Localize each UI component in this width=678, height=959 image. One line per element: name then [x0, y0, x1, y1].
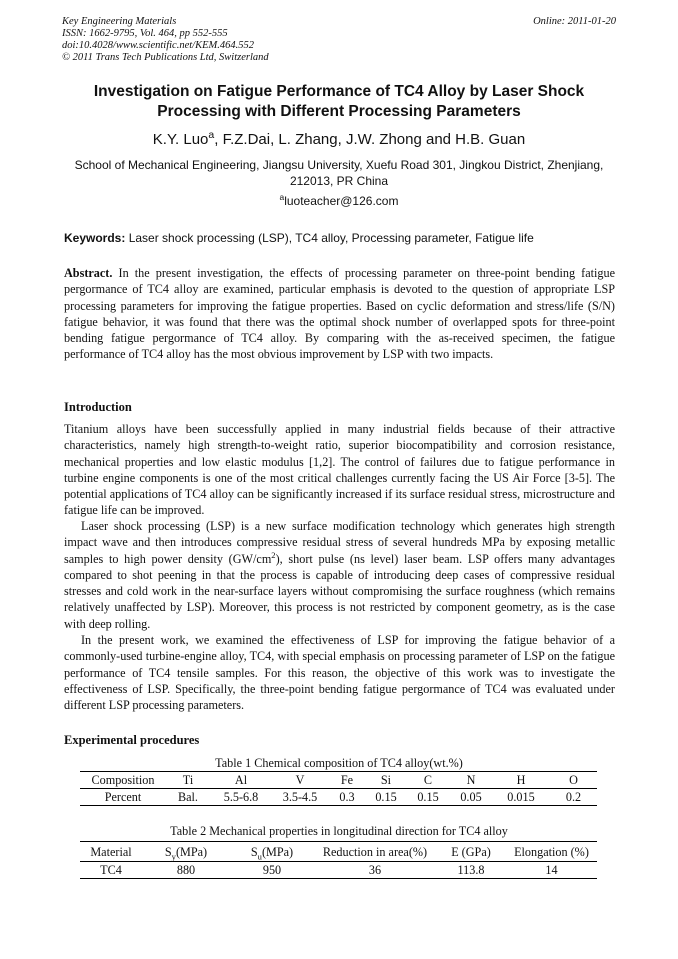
issn-line: ISSN: 1662-9795, Vol. 464, pp 552-555	[62, 28, 228, 39]
table2-cell: TC4	[80, 862, 142, 879]
table1-cell: 5.5-6.8	[210, 789, 272, 806]
intro-paragraph-1: Titanium alloys have been successfully applied in many industrial fields because of their attractive characteristics, namely high strength-to-weight ratio, superior biocompatibility and corrosion resistance, mechanical properties and low elastic modulus [1,2]. The control of failures due to fatigue performance in turbine engine components is one of the most critical challenges currently facing the US Air Force [3-5]. The potential applications of TC4 alloy can be significantly increased if its surface residual stress, microstructure and fatigue life can be improved.	[64, 422, 615, 518]
table2-header-cell: E (GPa)	[436, 842, 506, 862]
abstract-label: Abstract.	[64, 266, 113, 280]
table1-header-cell: V	[272, 772, 328, 789]
table1-cell: Percent	[80, 789, 166, 806]
table2-header-cell: Elongation (%)	[506, 842, 597, 862]
table1-header-cell: Si	[366, 772, 406, 789]
email-line	[62, 193, 616, 209]
table2-header-cell: Material	[80, 842, 142, 862]
table1-header-cell: O	[550, 772, 597, 789]
table2-header-row	[80, 842, 597, 862]
table1-header-cell: H	[492, 772, 550, 789]
table1-header-cell: Composition	[80, 772, 166, 789]
table1-header-row	[80, 772, 597, 789]
table2-cell: 36	[314, 862, 436, 879]
table2-cell: 14	[506, 862, 597, 879]
keywords-text: Laser shock processing (LSP), TC4 alloy, Processing parameter, Fatigue life	[125, 231, 534, 245]
table1-cell: 3.5-4.5	[272, 789, 328, 806]
table2-mechanical	[80, 841, 597, 879]
introduction-heading: Introduction	[64, 400, 132, 414]
intro-p2-sup: 2	[271, 549, 276, 560]
table1-header-cell: Ti	[166, 772, 210, 789]
keywords-label: Keywords:	[64, 231, 126, 245]
table2-header-cell: $S_u(MPa)$	[230, 842, 314, 862]
online-date: Online: 2011-01-20	[533, 16, 616, 27]
abstract	[64, 265, 615, 363]
table1-cell: 0.3	[328, 789, 366, 806]
journal-header	[62, 16, 616, 64]
table1-cell: 0.15	[406, 789, 450, 806]
table2-header-cell: $S_y(MPa)$	[142, 842, 230, 862]
table2-caption: Table 2 Mechanical properties in longitudinal direction for TC4 alloy	[170, 824, 508, 838]
keywords	[64, 230, 616, 246]
paper-title: Investigation on Fatigue Performance of TC4 Alloy by Laser Shock Processing with Different Processing Parameters	[93, 83, 585, 120]
table1-composition	[80, 771, 597, 806]
first-author: K.Y. Luo	[152, 131, 209, 148]
intro-paragraph-2	[64, 518, 615, 632]
table2-cell: 880	[142, 862, 230, 879]
table1-cell: Bal.	[166, 789, 210, 806]
email-sup: a	[279, 192, 285, 202]
table1-caption: Table 1 Chemical composition of TC4 alloy(wt.%)	[215, 756, 463, 770]
table2-cell: 113.8	[436, 862, 506, 879]
email-address[interactable]: luoteacher@126.com	[284, 194, 399, 208]
doi-line: doi:10.4028/www.scientific.net/KEM.464.552	[62, 40, 254, 51]
intro-paragraph-3: In the present work, we examined the effectiveness of LSP for improving the fatigue behavior of a commonly-used turbine-engine alloy, TC4, with special emphasis on processing parameter of LSP on the fatigue performance of TC4 tensile samples. For this reason, the objective of this work was to investigate the effectiveness of LSP. Specifically, the three-point bending fatigue pergormance of TC4 was evaluated under different LSP processing parameters.	[64, 633, 615, 713]
copyright-line: © 2011 Trans Tech Publications Ltd, Switzerland	[62, 52, 269, 63]
intro-p2-part-a: Laser shock processing (LSP) is a new surface modification technology which generates high strength impact wave and then introduces compressive residual stress of several hundreds MPa by exposing metallic samples to high power density (GW/cm	[64, 519, 615, 566]
table1-data-row	[80, 789, 597, 806]
table2-data-row	[80, 862, 597, 879]
table1-cell: 0.2	[550, 789, 597, 806]
table1-header-cell: Fe	[328, 772, 366, 789]
table2-header-cell: Reduction in area(%)	[314, 842, 436, 862]
affiliation: School of Mechanical Engineering, Jiangsu University, Xuefu Road 301, Jingkou District, Zhenjiang, 212013, PR China	[74, 158, 604, 188]
table1-header-cell: C	[406, 772, 450, 789]
author-list	[62, 130, 616, 150]
table1-header-cell: N	[450, 772, 492, 789]
table1-header-cell: Al	[210, 772, 272, 789]
journal-name: Key Engineering Materials	[62, 16, 177, 27]
table1-cell: 0.015	[492, 789, 550, 806]
abstract-text: In the present investigation, the effects of processing parameter on three-point bending fatigue pergormance of TC4 alloy are examined, particular emphasis is devoted to the question of appropriate LSP processing parameters for improving the fatigue properties. Based on cyclic deformation and stress/life (S/N) fatigue behavior, it was found that there was the optimal shock number of overlapped spots for three-point bending fatigue pergormance of TC4 alloy. By comparing with the as-received specimen, the fatigue performance of TC4 alloy has the most obvious improvement by LSP with two impacts.	[64, 266, 615, 362]
intro-p2-part-b: ), short pulse (ns level) laser beam. LSP offers many advantages compared to shot peening in that the process is capable of introducing deep cases of compressive residual stresses and cold work in the near-surface layers without compromising the surface roughness (which remains relatively unaffected by LSP). Moreover, this process is not restricted by component geometry, as is the case with deep rolling.	[64, 551, 615, 631]
first-author-sup: a	[208, 129, 215, 141]
table2-cell: 950	[230, 862, 314, 879]
other-authors: , F.Z.Dai, L. Zhang, J.W. Zhong and H.B. Guan	[214, 131, 526, 148]
experimental-heading: Experimental procedures	[64, 733, 200, 747]
table1-cell: 0.05	[450, 789, 492, 806]
table1-cell: 0.15	[366, 789, 406, 806]
